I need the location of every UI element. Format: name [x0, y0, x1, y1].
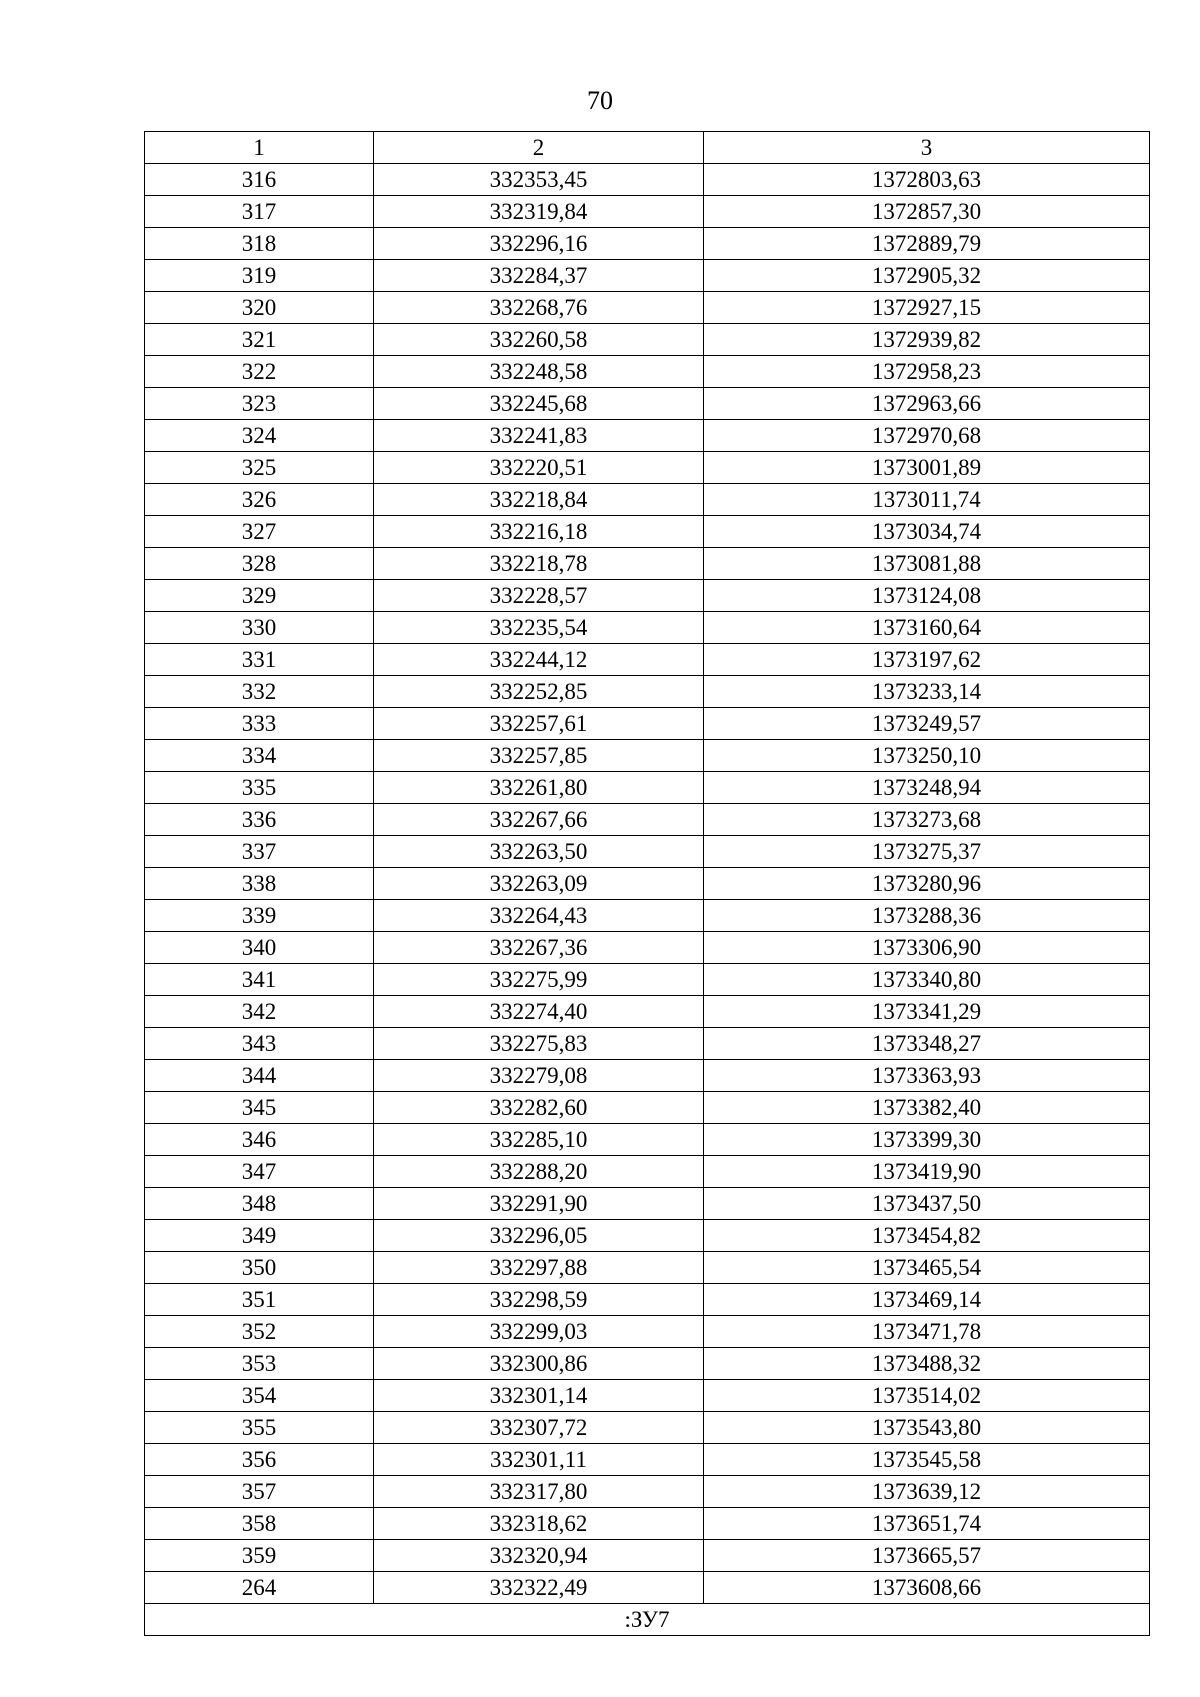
y-coordinate-cell: 1373514,02 [704, 1380, 1150, 1412]
y-coordinate-cell: 1373233,14 [704, 676, 1150, 708]
point-number-cell: 322 [145, 356, 374, 388]
y-coordinate-cell: 1372970,68 [704, 420, 1150, 452]
table-row [145, 516, 1150, 548]
point-number-cell: 337 [145, 836, 374, 868]
table-row [145, 1060, 1150, 1092]
point-number-cell: 316 [145, 164, 374, 196]
x-coordinate-cell: 332301,14 [374, 1380, 704, 1412]
table-row [145, 1252, 1150, 1284]
x-coordinate-cell: 332282,60 [374, 1092, 704, 1124]
y-coordinate-cell: 1373280,96 [704, 868, 1150, 900]
y-coordinate-cell: 1372939,82 [704, 324, 1150, 356]
table-row [145, 1028, 1150, 1060]
point-number-cell: 334 [145, 740, 374, 772]
point-number-cell: 331 [145, 644, 374, 676]
table-row [145, 1380, 1150, 1412]
header-col-3: 3 [704, 132, 1150, 164]
page-number: 70 [587, 86, 613, 115]
plot-label: :ЗУ7 [145, 1604, 1150, 1636]
point-number-cell: 352 [145, 1316, 374, 1348]
y-coordinate-cell: 1373348,27 [704, 1028, 1150, 1060]
x-coordinate-cell: 332299,03 [374, 1316, 704, 1348]
point-number-cell: 359 [145, 1540, 374, 1572]
table-row [145, 932, 1150, 964]
x-coordinate-cell: 332257,61 [374, 708, 704, 740]
x-coordinate-cell: 332218,78 [374, 548, 704, 580]
x-coordinate-cell: 332307,72 [374, 1412, 704, 1444]
table-row [145, 1092, 1150, 1124]
point-number-cell: 353 [145, 1348, 374, 1380]
x-coordinate-cell: 332274,40 [374, 996, 704, 1028]
table-row [145, 1572, 1150, 1604]
header-col-1: 1 [145, 132, 374, 164]
point-number-cell: 344 [145, 1060, 374, 1092]
point-number-cell: 351 [145, 1284, 374, 1316]
x-coordinate-cell: 332216,18 [374, 516, 704, 548]
x-coordinate-cell: 332296,05 [374, 1220, 704, 1252]
x-coordinate-cell: 332291,90 [374, 1188, 704, 1220]
table-row [145, 900, 1150, 932]
x-coordinate-cell: 332296,16 [374, 228, 704, 260]
point-number-cell: 348 [145, 1188, 374, 1220]
table-row [145, 996, 1150, 1028]
point-number-cell: 349 [145, 1220, 374, 1252]
point-number-cell: 320 [145, 292, 374, 324]
table-row [145, 1348, 1150, 1380]
footer-row [145, 1604, 1150, 1636]
table-row [145, 644, 1150, 676]
y-coordinate-cell: 1373341,29 [704, 996, 1150, 1028]
y-coordinate-cell: 1373249,57 [704, 708, 1150, 740]
x-coordinate-cell: 332264,43 [374, 900, 704, 932]
x-coordinate-cell: 332244,12 [374, 644, 704, 676]
point-number-cell: 355 [145, 1412, 374, 1444]
point-number-cell: 357 [145, 1476, 374, 1508]
x-coordinate-cell: 332218,84 [374, 484, 704, 516]
table-row [145, 1124, 1150, 1156]
table-row [145, 388, 1150, 420]
table-row [145, 196, 1150, 228]
x-coordinate-cell: 332263,09 [374, 868, 704, 900]
x-coordinate-cell: 332263,50 [374, 836, 704, 868]
table-row [145, 964, 1150, 996]
x-coordinate-cell: 332297,88 [374, 1252, 704, 1284]
point-number-cell: 317 [145, 196, 374, 228]
point-number-cell: 345 [145, 1092, 374, 1124]
point-number-cell: 336 [145, 804, 374, 836]
point-number-cell: 340 [145, 932, 374, 964]
x-coordinate-cell: 332261,80 [374, 772, 704, 804]
y-coordinate-cell: 1373488,32 [704, 1348, 1150, 1380]
point-number-cell: 343 [145, 1028, 374, 1060]
table-row [145, 164, 1150, 196]
x-coordinate-cell: 332235,54 [374, 612, 704, 644]
y-coordinate-cell: 1373288,36 [704, 900, 1150, 932]
y-coordinate-cell: 1373665,57 [704, 1540, 1150, 1572]
y-coordinate-cell: 1373081,88 [704, 548, 1150, 580]
x-coordinate-cell: 332318,62 [374, 1508, 704, 1540]
table-row [145, 612, 1150, 644]
point-number-cell: 327 [145, 516, 374, 548]
table-row [145, 420, 1150, 452]
x-coordinate-cell: 332322,49 [374, 1572, 704, 1604]
table-row [145, 324, 1150, 356]
table-row [145, 836, 1150, 868]
table-row [145, 1476, 1150, 1508]
x-coordinate-cell: 332317,80 [374, 1476, 704, 1508]
point-number-cell: 354 [145, 1380, 374, 1412]
table-row [145, 804, 1150, 836]
point-number-cell: 335 [145, 772, 374, 804]
x-coordinate-cell: 332353,45 [374, 164, 704, 196]
table-row [145, 1540, 1150, 1572]
y-coordinate-cell: 1373275,37 [704, 836, 1150, 868]
table-row [145, 452, 1150, 484]
x-coordinate-cell: 332298,59 [374, 1284, 704, 1316]
x-coordinate-cell: 332279,08 [374, 1060, 704, 1092]
x-coordinate-cell: 332288,20 [374, 1156, 704, 1188]
table-row [145, 1444, 1150, 1476]
point-number-cell: 326 [145, 484, 374, 516]
y-coordinate-cell: 1372958,23 [704, 356, 1150, 388]
x-coordinate-cell: 332268,76 [374, 292, 704, 324]
y-coordinate-cell: 1373471,78 [704, 1316, 1150, 1348]
y-coordinate-cell: 1373306,90 [704, 932, 1150, 964]
point-number-cell: 264 [145, 1572, 374, 1604]
x-coordinate-cell: 332260,58 [374, 324, 704, 356]
y-coordinate-cell: 1373651,74 [704, 1508, 1150, 1540]
y-coordinate-cell: 1373465,54 [704, 1252, 1150, 1284]
table-row [145, 548, 1150, 580]
table-row [145, 1412, 1150, 1444]
y-coordinate-cell: 1372963,66 [704, 388, 1150, 420]
table-row [145, 260, 1150, 292]
y-coordinate-cell: 1373382,40 [704, 1092, 1150, 1124]
point-number-cell: 342 [145, 996, 374, 1028]
point-number-cell: 358 [145, 1508, 374, 1540]
y-coordinate-cell: 1373273,68 [704, 804, 1150, 836]
y-coordinate-cell: 1373469,14 [704, 1284, 1150, 1316]
point-number-cell: 332 [145, 676, 374, 708]
point-number-cell: 329 [145, 580, 374, 612]
table-row [145, 740, 1150, 772]
table-row [145, 484, 1150, 516]
y-coordinate-cell: 1372803,63 [704, 164, 1150, 196]
point-number-cell: 318 [145, 228, 374, 260]
point-number-cell: 347 [145, 1156, 374, 1188]
y-coordinate-cell: 1373454,82 [704, 1220, 1150, 1252]
x-coordinate-cell: 332267,36 [374, 932, 704, 964]
x-coordinate-cell: 332252,85 [374, 676, 704, 708]
x-coordinate-cell: 332275,83 [374, 1028, 704, 1060]
y-coordinate-cell: 1373639,12 [704, 1476, 1150, 1508]
table-row [145, 772, 1150, 804]
point-number-cell: 319 [145, 260, 374, 292]
x-coordinate-cell: 332275,99 [374, 964, 704, 996]
point-number-cell: 333 [145, 708, 374, 740]
y-coordinate-cell: 1373001,89 [704, 452, 1150, 484]
table-body [145, 164, 1150, 1604]
y-coordinate-cell: 1372889,79 [704, 228, 1150, 260]
point-number-cell: 324 [145, 420, 374, 452]
table-row [145, 1156, 1150, 1188]
point-number-cell: 323 [145, 388, 374, 420]
x-coordinate-cell: 332241,83 [374, 420, 704, 452]
header-row [145, 132, 1150, 164]
y-coordinate-cell: 1373250,10 [704, 740, 1150, 772]
table-row [145, 676, 1150, 708]
y-coordinate-cell: 1373545,58 [704, 1444, 1150, 1476]
table-row [145, 580, 1150, 612]
y-coordinate-cell: 1372927,15 [704, 292, 1150, 324]
table-row [145, 708, 1150, 740]
x-coordinate-cell: 332285,10 [374, 1124, 704, 1156]
table-row [145, 1316, 1150, 1348]
point-number-cell: 338 [145, 868, 374, 900]
point-number-cell: 350 [145, 1252, 374, 1284]
y-coordinate-cell: 1373363,93 [704, 1060, 1150, 1092]
coordinates-table [144, 131, 1150, 1636]
point-number-cell: 346 [145, 1124, 374, 1156]
table-row [145, 868, 1150, 900]
point-number-cell: 356 [145, 1444, 374, 1476]
table-row [145, 356, 1150, 388]
point-number-cell: 339 [145, 900, 374, 932]
x-coordinate-cell: 332301,11 [374, 1444, 704, 1476]
point-number-cell: 330 [145, 612, 374, 644]
point-number-cell: 328 [145, 548, 374, 580]
point-number-cell: 321 [145, 324, 374, 356]
table-row [145, 1284, 1150, 1316]
x-coordinate-cell: 332284,37 [374, 260, 704, 292]
table-row [145, 1220, 1150, 1252]
x-coordinate-cell: 332248,58 [374, 356, 704, 388]
x-coordinate-cell: 332319,84 [374, 196, 704, 228]
table-row [145, 292, 1150, 324]
point-number-cell: 325 [145, 452, 374, 484]
y-coordinate-cell: 1372857,30 [704, 196, 1150, 228]
y-coordinate-cell: 1373608,66 [704, 1572, 1150, 1604]
y-coordinate-cell: 1373543,80 [704, 1412, 1150, 1444]
point-number-cell: 341 [145, 964, 374, 996]
table-row [145, 1188, 1150, 1220]
table-row [145, 228, 1150, 260]
y-coordinate-cell: 1373399,30 [704, 1124, 1150, 1156]
header-col-2: 2 [374, 132, 704, 164]
y-coordinate-cell: 1373340,80 [704, 964, 1150, 996]
y-coordinate-cell: 1373419,90 [704, 1156, 1150, 1188]
y-coordinate-cell: 1373124,08 [704, 580, 1150, 612]
y-coordinate-cell: 1373160,64 [704, 612, 1150, 644]
x-coordinate-cell: 332267,66 [374, 804, 704, 836]
y-coordinate-cell: 1373011,74 [704, 484, 1150, 516]
x-coordinate-cell: 332320,94 [374, 1540, 704, 1572]
x-coordinate-cell: 332228,57 [374, 580, 704, 612]
y-coordinate-cell: 1372905,32 [704, 260, 1150, 292]
y-coordinate-cell: 1373248,94 [704, 772, 1150, 804]
x-coordinate-cell: 332257,85 [374, 740, 704, 772]
x-coordinate-cell: 332245,68 [374, 388, 704, 420]
x-coordinate-cell: 332300,86 [374, 1348, 704, 1380]
y-coordinate-cell: 1373197,62 [704, 644, 1150, 676]
table-footer [145, 1604, 1150, 1636]
table-row [145, 1508, 1150, 1540]
y-coordinate-cell: 1373437,50 [704, 1188, 1150, 1220]
x-coordinate-cell: 332220,51 [374, 452, 704, 484]
table-header [145, 132, 1150, 164]
y-coordinate-cell: 1373034,74 [704, 516, 1150, 548]
